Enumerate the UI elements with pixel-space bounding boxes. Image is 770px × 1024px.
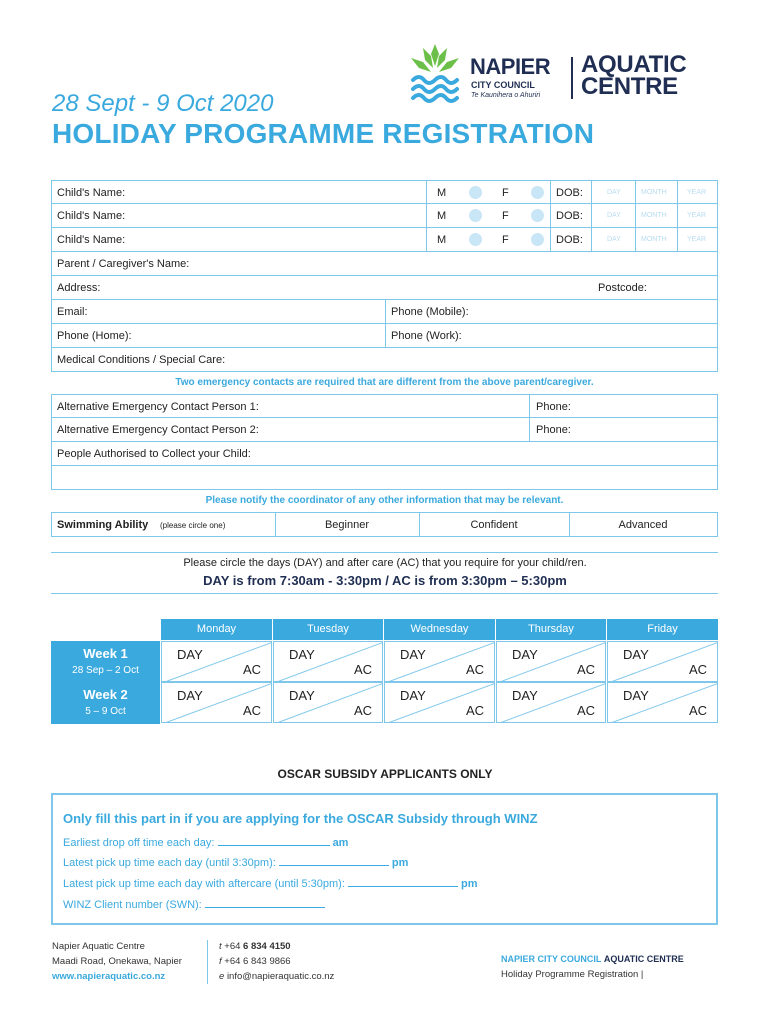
footer-doc-name: Holiday Programme Registration |	[501, 969, 644, 980]
ac-option[interactable]: AC	[353, 703, 372, 718]
child-name-label: Child's Name:	[57, 234, 126, 246]
footer-address-block	[52, 939, 182, 984]
child-row-1[interactable]	[51, 180, 718, 204]
footer-council-name: NAPIER CITY COUNCIL	[501, 954, 602, 964]
programme-dates: 28 Sept - 9 Oct 2020	[52, 90, 274, 117]
pickup-ac-hint: (until 5:30pm):	[274, 878, 345, 890]
oscar-heading: OSCAR SUBSIDY APPLICANTS ONLY	[277, 767, 493, 781]
phone-home-work-row[interactable]	[51, 324, 718, 348]
pickup-ac-label: Latest pick up time each day with aftercare	[63, 878, 272, 890]
swim-option-advanced[interactable]: Advanced	[618, 519, 668, 531]
swim-label: Swimming Ability	[57, 519, 149, 531]
dob-day-field[interactable]: DAY	[607, 212, 621, 219]
alt-contact-2-label: Alternative Emergency Contact Person 2:	[57, 424, 259, 436]
footer-contact-block	[219, 939, 334, 984]
winz-label: WINZ Client number (SWN):	[63, 899, 202, 911]
pickup-ac-line	[63, 876, 478, 890]
day-option[interactable]: DAY	[623, 688, 649, 703]
footer-fax	[219, 954, 334, 969]
divider	[635, 228, 636, 251]
male-radio[interactable]	[469, 209, 482, 222]
address-label: Address:	[57, 282, 101, 294]
phone-work-label: Phone (Work):	[391, 330, 462, 342]
logo-council-text: CITY COUNCIL	[471, 80, 535, 90]
council-logo-icon	[405, 42, 465, 106]
day-cell-week1-thursday[interactable]	[496, 641, 606, 682]
divider	[385, 324, 386, 347]
weekday-header-tuesday: Tuesday	[273, 619, 383, 640]
section-divider	[51, 593, 718, 594]
day-option[interactable]: DAY	[177, 688, 203, 703]
oscar-section	[51, 793, 718, 925]
divider	[550, 181, 551, 203]
dob-month-field[interactable]: MONTH	[641, 189, 667, 196]
day-cell-week2-thursday[interactable]	[496, 682, 606, 723]
day-cell-week1-monday[interactable]	[161, 641, 272, 682]
divider	[635, 204, 636, 227]
divider	[426, 204, 427, 227]
phone-label: t	[219, 941, 222, 952]
alt-phone-1-label: Phone:	[536, 401, 571, 413]
divider	[426, 181, 427, 203]
ac-option[interactable]: AC	[576, 662, 595, 677]
divider	[635, 181, 636, 203]
parent-label: Parent / Caregiver's Name:	[57, 258, 190, 270]
divider	[529, 395, 530, 417]
email-address-link[interactable]: info@napieraquatic.co.nz	[226, 971, 335, 982]
female-radio[interactable]	[531, 209, 544, 222]
logo-divider	[571, 57, 573, 99]
pickup-hint: (until 3:30pm):	[205, 857, 276, 869]
day-option[interactable]: DAY	[512, 688, 538, 703]
male-label: M	[437, 234, 447, 246]
am-label: am	[332, 837, 349, 849]
days-instruction: Please circle the days (DAY) and after care (AC) that you require for your child/ren.	[183, 557, 587, 569]
divider	[529, 418, 530, 441]
ac-option[interactable]: AC	[465, 703, 484, 718]
week-1-label	[51, 641, 160, 682]
swim-hint: (please circle one)	[160, 521, 226, 530]
pickup-line	[63, 855, 408, 869]
authorised-field-extra[interactable]	[51, 466, 718, 490]
pickup-input[interactable]	[279, 855, 389, 866]
female-label: F	[502, 210, 509, 222]
medical-label: Medical Conditions / Special Care:	[57, 354, 226, 366]
ac-option[interactable]: AC	[576, 703, 595, 718]
address-field[interactable]	[51, 276, 718, 300]
authorised-field[interactable]	[51, 442, 718, 466]
swimming-ability-row	[51, 512, 718, 537]
phone-home-label: Phone (Home):	[57, 330, 132, 342]
parent-field[interactable]	[51, 252, 718, 276]
ac-option[interactable]: AC	[688, 662, 707, 677]
winz-line	[63, 897, 325, 911]
day-cell-week2-monday[interactable]	[161, 682, 272, 723]
swim-option-confident[interactable]: Confident	[470, 519, 518, 531]
dob-year-field[interactable]: YEAR	[687, 189, 707, 196]
winz-input[interactable]	[205, 897, 325, 908]
footer-right-block	[501, 952, 684, 982]
ac-option[interactable]: AC	[465, 662, 484, 677]
divider	[550, 228, 551, 251]
footer-phone	[219, 939, 334, 954]
day-cell-week1-wednesday[interactable]	[384, 641, 495, 682]
day-option[interactable]: DAY	[512, 647, 538, 662]
dob-label: DOB:	[556, 187, 583, 199]
divider	[426, 228, 427, 251]
dropoff-input[interactable]	[218, 835, 330, 846]
female-label: F	[502, 187, 509, 199]
dob-day-field[interactable]: DAY	[607, 236, 621, 243]
dob-month-field[interactable]: MONTH	[641, 236, 667, 243]
registration-form	[51, 180, 718, 537]
divider	[677, 228, 678, 251]
phone-mobile-label: Phone (Mobile):	[391, 306, 469, 318]
notify-notice: Please notify the coordinator of any other information that may be relevant.	[205, 495, 564, 506]
fax-label: f	[219, 956, 222, 967]
dropoff-label: Earliest drop off time each day:	[63, 837, 215, 849]
footer-centre-name: AQUATIC CENTRE	[603, 954, 684, 964]
page-title: HOLIDAY PROGRAMME REGISTRATION	[52, 118, 595, 149]
pm-label-2: pm	[461, 878, 478, 890]
child-name-label: Child's Name:	[57, 187, 126, 199]
female-radio[interactable]	[531, 233, 544, 246]
swim-option-beginner[interactable]: Beginner	[324, 519, 370, 531]
ac-option[interactable]: AC	[242, 703, 261, 718]
male-radio[interactable]	[469, 186, 482, 199]
dob-label: DOB:	[556, 234, 583, 246]
day-cell-week2-wednesday[interactable]	[384, 682, 495, 723]
alt-contact-1-row[interactable]	[51, 394, 718, 418]
male-label: M	[437, 187, 447, 199]
pickup-label: Latest pick up time each day	[63, 857, 203, 869]
dob-year-field[interactable]: YEAR	[687, 212, 707, 219]
week-1-name: Week 1	[83, 646, 128, 661]
phone-number: 6 834 4150	[243, 941, 291, 952]
day-option[interactable]: DAY	[400, 688, 426, 703]
day-cell-week1-friday[interactable]	[607, 641, 718, 682]
dob-day-field[interactable]: DAY	[607, 189, 621, 196]
day-cell-week2-tuesday[interactable]	[273, 682, 383, 723]
logo-aquatic-text: AQUATIC	[581, 51, 687, 78]
weekday-header-wednesday: Wednesday	[384, 619, 495, 640]
weekday-header-friday: Friday	[607, 619, 718, 640]
day-option[interactable]: DAY	[289, 688, 315, 703]
day-cell-week1-tuesday[interactable]	[273, 641, 383, 682]
day-option[interactable]: DAY	[400, 647, 426, 662]
child-name-label: Child's Name:	[57, 210, 126, 222]
logo-napier-text: NAPIER	[470, 54, 551, 79]
email-label-footer: e	[219, 971, 225, 982]
child-row-2[interactable]	[51, 204, 718, 228]
day-cell-week2-friday[interactable]	[607, 682, 718, 723]
female-radio[interactable]	[531, 186, 544, 199]
divider	[591, 204, 592, 227]
week-2-dates: 5 – 9 Oct	[85, 706, 126, 717]
divider	[385, 300, 386, 323]
pickup-ac-input[interactable]	[348, 876, 458, 887]
alt-phone-2-label: Phone:	[536, 424, 571, 436]
dropoff-line	[63, 835, 348, 849]
divider	[591, 228, 592, 251]
divider	[677, 204, 678, 227]
day-option[interactable]: DAY	[177, 647, 203, 662]
authorised-label: People Authorised to Collect your Child:	[57, 448, 251, 460]
footer-divider	[207, 940, 208, 984]
female-label: F	[502, 234, 509, 246]
dob-year-field[interactable]: YEAR	[687, 236, 707, 243]
male-label: M	[437, 210, 447, 222]
dob-label: DOB:	[556, 210, 583, 222]
weekday-header-monday: Monday	[161, 619, 272, 640]
child-row-3[interactable]	[51, 228, 718, 252]
emergency-notice: Two emergency contacts are required that are different from the above parent/caregiver.	[175, 377, 594, 388]
ac-option[interactable]: AC	[688, 703, 707, 718]
ac-option[interactable]: AC	[353, 662, 372, 677]
dob-month-field[interactable]: MONTH	[641, 212, 667, 219]
alt-contact-1-label: Alternative Emergency Contact Person 1:	[57, 401, 259, 413]
logo-centre-text: CENTRE	[581, 73, 678, 100]
footer-address: Maadi Road, Onekawa, Napier	[52, 956, 182, 967]
phone-prefix: +64	[224, 941, 241, 952]
day-option[interactable]: DAY	[623, 647, 649, 662]
pm-label: pm	[391, 857, 409, 869]
fax-number: +64 6 843 9866	[224, 956, 291, 967]
divider	[677, 181, 678, 203]
days-hours: DAY is from 7:30am - 3:30pm / AC is from 3:30pm – 5:30pm	[203, 573, 567, 588]
medical-field[interactable]	[51, 348, 718, 372]
divider	[591, 181, 592, 203]
male-radio[interactable]	[469, 233, 482, 246]
week-2-name: Week 2	[83, 687, 128, 702]
section-divider	[51, 552, 718, 553]
ac-option[interactable]: AC	[242, 662, 261, 677]
divider	[550, 204, 551, 227]
logo-tagline: Te Kaunihera o Ahuriri	[471, 92, 541, 99]
logo-aquatic-centre	[581, 51, 687, 100]
footer-org: Napier Aquatic Centre	[52, 941, 145, 952]
oscar-title: Only fill this part in if you are applying for the OSCAR Subsidy through WINZ	[63, 811, 538, 826]
weekday-header-thursday: Thursday	[496, 619, 606, 640]
footer-website-link[interactable]: www.napieraquatic.co.nz	[52, 971, 166, 982]
footer-email	[219, 969, 334, 984]
week-1-dates: 28 Sep – 2 Oct	[72, 665, 139, 676]
alt-contact-2-row[interactable]	[51, 418, 718, 442]
email-mobile-row[interactable]	[51, 300, 718, 324]
day-option[interactable]: DAY	[289, 647, 315, 662]
postcode-label: Postcode:	[598, 282, 647, 294]
week-2-label	[51, 682, 160, 724]
email-label: Email:	[57, 306, 88, 318]
